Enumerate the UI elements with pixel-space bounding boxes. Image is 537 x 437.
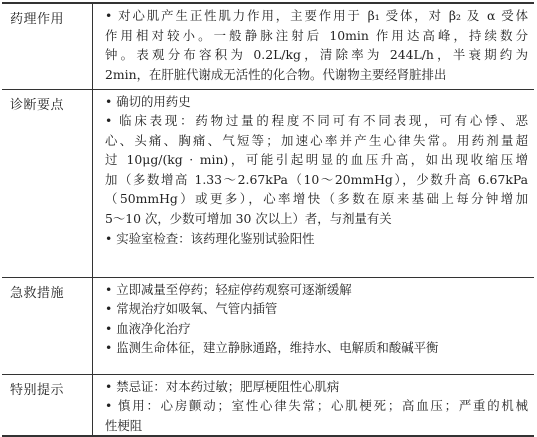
text-line: • 确切的用药史 (105, 93, 191, 109)
text-line: 作用相对较小。一般静脉注射后 10min 作用达高峰，持续数分 (105, 27, 528, 43)
drug-info-table (2, 2, 534, 437)
text-line: 钟。表观分布容积为 0.2L/kg，清除率为 244L/h，半衰期约为 (105, 47, 528, 63)
text-line: • 禁忌证：对本药过敏；肥厚梗阻性心肌病 (105, 378, 340, 394)
row-emergency-measures (2, 277, 534, 374)
text-line: • 对心肌产生正性肌力作用，主要作用于 β₁ 受体，对 β₂ 及 α 受体 (105, 8, 528, 23)
row-label-pharmacology: 药理作用 (2, 3, 93, 89)
text-line: 2min，在肝脏代谢成无活性的化合物。代谢物主要经肾脏排出 (105, 66, 447, 82)
row-content-special-notes (93, 374, 535, 436)
text-line: • 临床表现：药物过量的程度不同可有不同表现，可有心悸、恶 (105, 113, 528, 129)
text-line: • 监测生命体征，建立静脉通路，维持水、电解质和酸碱平衡 (105, 340, 439, 356)
row-content-diagnosis (93, 89, 535, 277)
text-line: （50mmHg）或更多），心率增快（多数在原来基础上每分钟增加 (105, 191, 528, 207)
row-label-diagnosis: 诊断要点 (2, 89, 93, 277)
row-pharmacology (2, 3, 534, 89)
row-special-notes (2, 374, 534, 436)
text-line: 性梗阻 (105, 417, 143, 433)
row-content-emergency-measures (93, 277, 535, 374)
text-line: • 血液净化治疗 (105, 320, 191, 336)
row-label-emergency-measures: 急救措施 (2, 277, 93, 374)
text-line: 加（多数增高 1.33～2.67kPa（10～20mmHg），少数升高 6.67kPa (105, 171, 528, 187)
text-line: • 立即减量至停药；轻症停药观察可逐渐缓解 (105, 281, 352, 297)
text-line: 过 10μg/(kg · min)，可能引起明显的血压升高，如出现收缩压增 (105, 152, 528, 168)
text-line: 5～10 次，少数可增加 30 次以上）者，与剂量有关 (105, 211, 392, 227)
row-label-special-notes: 特别提示 (2, 374, 93, 436)
row-content-pharmacology (93, 3, 535, 89)
text-line: 心、头痛、胸痛、气短等；加速心率并产生心律失常。用药剂量超 (105, 132, 528, 148)
text-line: • 实验室检查：该药理化鉴别试验阳性 (105, 230, 315, 246)
text-line: • 慎用：心房颤动；室性心律失常；心肌梗死；高血压；严重的机械 (105, 398, 528, 414)
row-diagnosis (2, 89, 534, 277)
text-line: • 常规治疗如吸氧、气管内插管 (105, 301, 278, 317)
